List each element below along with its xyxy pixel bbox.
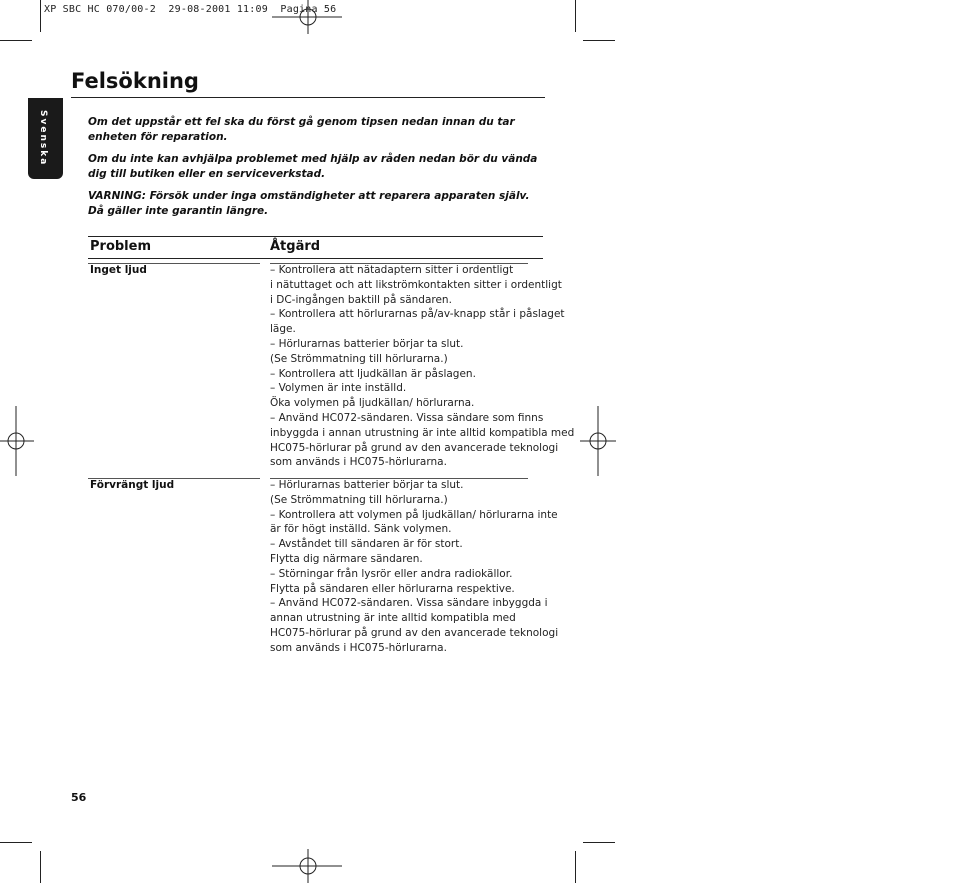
language-tab-label: Svenska — [38, 110, 48, 167]
action-line: – Kontrollera att volymen på ljudkällan/ hörlurarna inte — [270, 508, 558, 521]
language-tab — [28, 98, 63, 179]
action-line: läge. — [270, 323, 296, 336]
action-line: som används i HC075-hörlurarna. — [270, 456, 447, 469]
column-header-problem: Problem — [90, 239, 151, 254]
action-line: – Störningar från lysrör eller andra radiokällor. — [270, 567, 513, 580]
intro-paragraph-1: Om det uppstår ett fel ska du först gå genom tipsen nedan innan du tar enheten för reparation. — [88, 116, 515, 143]
intro-paragraph-2: Om du inte kan avhjälpa problemet med hjälp av råden nedan bör du vända dig till butiken eller en serviceverkstad. — [88, 153, 538, 180]
action-line: i nätuttaget och att likströmkontakten sitter i ordentligt — [270, 278, 562, 291]
action-line: Flytta dig närmare sändaren. — [270, 552, 423, 565]
action-line: – Kontrollera att ljudkällan är påslagen. — [270, 367, 476, 380]
action-text — [270, 478, 559, 656]
action-line: – Kontrollera att nätadaptern sitter i ordentligt — [270, 264, 514, 276]
action-line: – Kontrollera att hörlurarnas på/av-knapp står i påslaget — [270, 308, 565, 321]
action-line: som används i HC075-hörlurarna. — [270, 641, 447, 654]
registration-mark-top — [272, 0, 342, 36]
action-line: är för högt inställd. Sänk volymen. — [270, 523, 452, 536]
page-number: 56 — [71, 791, 87, 804]
action-text — [270, 263, 575, 470]
print-header: XP SBC HC 070/00-2 29-08-2001 11:09 Pagina 56 — [44, 4, 337, 15]
registration-mark-bottom — [272, 849, 342, 883]
action-line: – Använd HC072-sändaren. Vissa sändare inbyggda i — [270, 597, 548, 610]
problem-label: Inget ljud — [90, 264, 147, 276]
action-line: annan utrustning är inte alltid kompatibla med — [270, 612, 516, 625]
intro-warning: VARNING: Försök under inga omständigheter att reparera apparaten själv. Då gäller inte garantin längre. — [88, 190, 530, 217]
action-line: HC075-hörlurar på grund av den avancerade teknologi — [270, 441, 559, 454]
column-header-action: Åtgärd — [270, 239, 321, 254]
action-line: – Använd HC072-sändaren. Vissa sändare som finns — [270, 411, 544, 424]
page-title: Felsökning — [71, 69, 199, 93]
table-header-rule — [88, 258, 543, 259]
registration-mark-right — [580, 406, 616, 476]
action-line: inbyggda i annan utrustning är inte alltid kompatibla med — [270, 426, 575, 439]
action-line: – Hörlurarnas batterier börjar ta slut. — [270, 337, 464, 350]
action-line: (Se Strömmatning till hörlurarna.) — [270, 493, 448, 506]
registration-mark-left — [0, 406, 34, 476]
action-line: HC075-hörlurar på grund av den avancerade teknologi — [270, 626, 559, 639]
action-line: (Se Strömmatning till hörlurarna.) — [270, 352, 448, 365]
action-line: – Avståndet till sändaren är för stort. — [270, 538, 463, 551]
action-line: Öka volymen på ljudkällan/ hörlurarna. — [270, 397, 475, 410]
action-line: Flytta på sändaren eller hörlurarna respektive. — [270, 582, 515, 595]
problem-label: Förvrängt ljud — [90, 479, 175, 491]
table-top-rule — [88, 236, 543, 237]
action-line: – Hörlurarnas batterier börjar ta slut. — [270, 479, 464, 491]
action-line: i DC-ingången baktill på sändaren. — [270, 293, 452, 306]
title-rule — [71, 97, 545, 98]
action-line: – Volymen är inte inställd. — [270, 382, 407, 395]
